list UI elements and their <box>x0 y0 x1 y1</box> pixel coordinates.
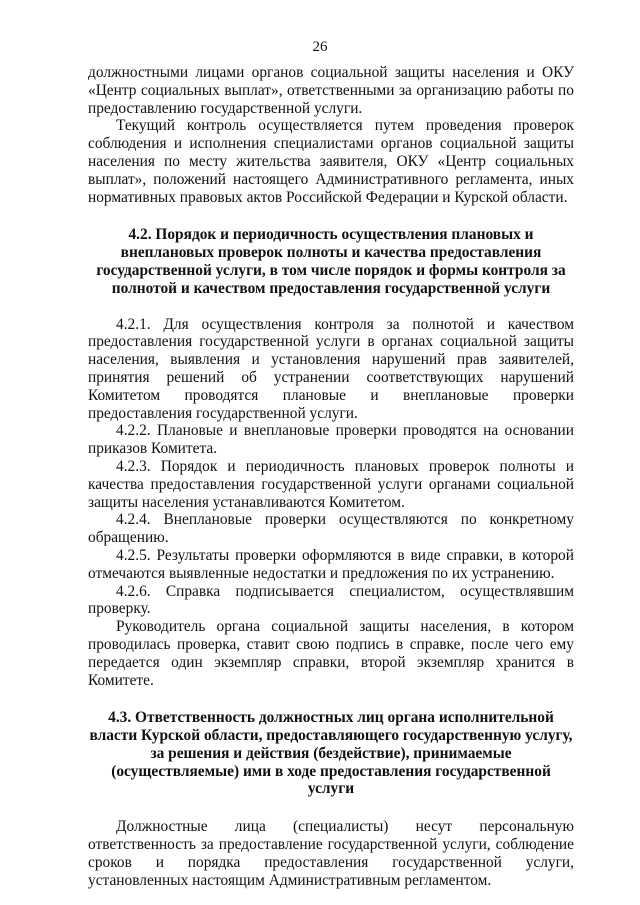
page-number: 26 <box>312 39 328 55</box>
page-content <box>88 64 574 889</box>
section-4-2-heading: 4.2. Порядок и периодичность осуществления плановых и внеплановых проверок полноты и качества предоставления государственной услуги, в том числе порядок и формы контроля за полнотой и качеством предоставления государственной услуги <box>96 226 566 297</box>
continuation-paragraph: должностными лицами органов социальной защиты населения и ОКУ «Центр социальных выплат», ответственными за организацию работы по предоставлению государственной услуги. <box>88 64 574 117</box>
paragraph-4-3-responsibility: Должностные лица (специалисты) несут персональную ответственность за предоставление государственной услуги, соблюдение сроков и порядка предоставления государственной услуги, установленных настоящим Административным регламентом. <box>88 818 574 889</box>
current-control-paragraph: Текущий контроль осуществляется путем проведения проверок соблюдения и исполнения специалистами органов социальной защиты населения по месту жительства заявителя, ОКУ «Центр социальных выплат», положений настоящего Административного регламента, иных нормативных правовых актов Российской Федерации и Курской области. <box>88 117 574 206</box>
paragraph-4-2-3: 4.2.3. Порядок и периодичность плановых проверок полноты и качества предоставления государственной услуги органами социальной защиты населения устанавливаются Комитетом. <box>88 457 574 511</box>
section-4-3-heading: 4.3. Ответственность должностных лиц органа исполнительной власти Курской области, предоставляющего государственную услугу, за решения и действия (бездействие), принимаемые (осуществляемые) ими в ходе предоставления государственной услуги <box>89 709 573 798</box>
paragraph-4-2-2: 4.2.2. Плановые и внеплановые проверки проводятся на основании приказов Комитета. <box>88 422 574 458</box>
paragraph-head-signature: Руководитель органа социальной защиты населения, в котором проводилась проверка, ставит свою подпись в справке, после чего ему передается один экземпляр справки, второй экземпляр хранится в Комитете. <box>88 618 574 689</box>
paragraph-4-2-4: 4.2.4. Внеплановые проверки осуществляются по конкретному обращению. <box>88 511 574 547</box>
paragraph-4-2-1: 4.2.1. Для осуществления контроля за полнотой и качеством предоставления государственной услуги в органах социальной защиты населения, выявления и установления нарушений прав заявителей, принятия решений об устранении соответствующих нарушений Комитетом проводятся плановые и внеплановые проверки предоставления государственной услуги. <box>88 315 574 422</box>
paragraph-4-2-5: 4.2.5. Результаты проверки оформляются в виде справки, в которой отмечаются выявленные недостатки и предложения по их устранению. <box>88 546 574 582</box>
paragraph-4-2-6: 4.2.6. Справка подписывается специалистом, осуществлявшим проверку. <box>88 582 574 618</box>
